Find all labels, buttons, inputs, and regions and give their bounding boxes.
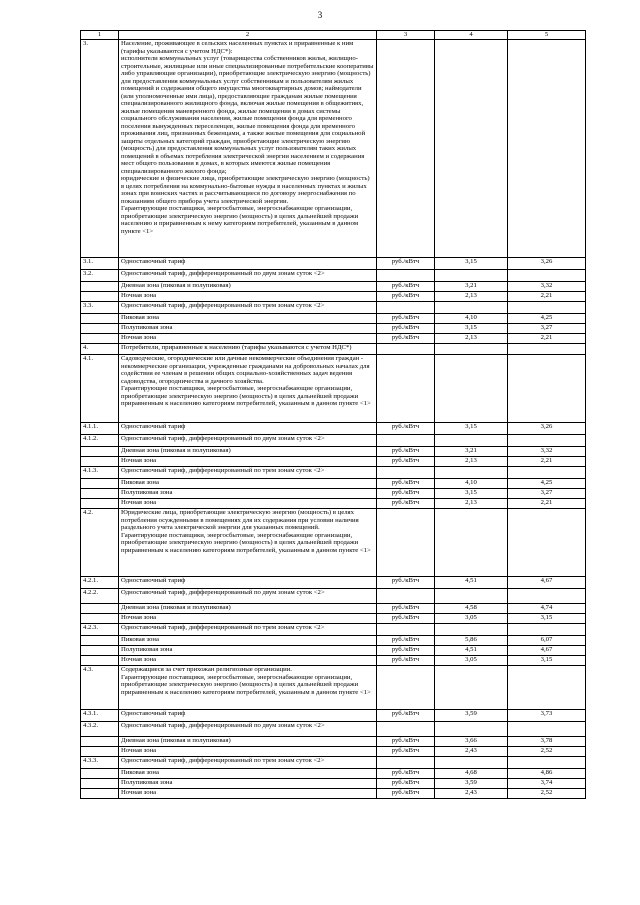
row-value-col5: 3,15 — [508, 656, 586, 666]
row-value-col4: 4,51 — [435, 646, 508, 656]
row-value-col4 — [435, 40, 508, 258]
row-number — [81, 479, 119, 489]
row-value-col5: 4,86 — [508, 769, 586, 779]
row-value-col5: 2,21 — [508, 334, 586, 344]
row-description: Пиковая зона — [119, 636, 377, 646]
row-number — [81, 489, 119, 499]
row-description: Одноставочный тариф, дифференцированный по двум зонам суток <2> — [119, 270, 377, 282]
page-number: 3 — [317, 10, 323, 20]
row-number — [81, 282, 119, 292]
row-value-col5 — [508, 757, 586, 769]
row-number: 4. — [81, 344, 119, 355]
table-row — [81, 646, 586, 656]
row-value-col4 — [435, 624, 508, 636]
table-row — [81, 722, 586, 737]
row-description: Юридические лица, приобретающие электрическую энергию (мощность) в целях потребления осужденными в помещениях для их содержания при условии наличия раздельного учета электрической энергии для указанных помещений. Гарантирующие поставщики, энергосбытовые, энергоснабжающие организации, приобретающие электрическую энергию (мощность) в целях дальнейшей продажи приравненным к населению категориям потребителей, указанным в данном пункте <1> — [119, 509, 377, 577]
row-value-col5 — [508, 624, 586, 636]
row-value-col5 — [508, 589, 586, 604]
row-value-col5: 2,52 — [508, 789, 586, 799]
row-number — [81, 614, 119, 624]
row-unit — [377, 722, 435, 737]
table-row — [81, 435, 586, 447]
row-number: 4.3. — [81, 666, 119, 710]
row-description: Дневная зона (пиковая и полупиковая) — [119, 447, 377, 457]
row-unit: руб./кВтч — [377, 789, 435, 799]
table-row — [81, 577, 586, 589]
table-row — [81, 479, 586, 489]
row-value-col4: 3,21 — [435, 282, 508, 292]
row-description: Ночная зона — [119, 614, 377, 624]
row-unit — [377, 509, 435, 577]
row-number — [81, 334, 119, 344]
row-value-col4: 2,43 — [435, 747, 508, 757]
table-row — [81, 779, 586, 789]
row-number: 4.2.2. — [81, 589, 119, 604]
row-unit: руб./кВтч — [377, 710, 435, 722]
row-number: 4.1. — [81, 355, 119, 423]
row-value-col5: 3,32 — [508, 447, 586, 457]
table-row — [81, 334, 586, 344]
row-value-col4 — [435, 302, 508, 314]
row-number — [81, 324, 119, 334]
row-description: Полупиковая зона — [119, 646, 377, 656]
row-description: Одноставочный тариф, дифференцированный по трем зонам суток <2> — [119, 467, 377, 479]
table-row — [81, 747, 586, 757]
table-row — [81, 314, 586, 324]
row-value-col5: 3,73 — [508, 710, 586, 722]
row-value-col4: 3,59 — [435, 779, 508, 789]
table-row — [81, 344, 586, 355]
row-description: Ночная зона — [119, 747, 377, 757]
row-unit — [377, 302, 435, 314]
row-value-col5: 2,21 — [508, 499, 586, 509]
row-description: Дневная зона (пиковая и полупиковая) — [119, 737, 377, 747]
row-value-col5: 3,26 — [508, 423, 586, 435]
row-description: Одноставочный тариф — [119, 710, 377, 722]
row-description: Дневная зона (пиковая и полупиковая) — [119, 282, 377, 292]
row-value-col4: 3,66 — [435, 737, 508, 747]
row-value-col5: 3,32 — [508, 282, 586, 292]
row-value-col5: 2,52 — [508, 747, 586, 757]
header-col-5: 5 — [508, 31, 586, 40]
row-description: Ночная зона — [119, 499, 377, 509]
row-description: Ночная зона — [119, 656, 377, 666]
row-value-col5 — [508, 722, 586, 737]
row-number: 4.2. — [81, 509, 119, 577]
header-col-2: 2 — [119, 31, 377, 40]
table-row — [81, 355, 586, 423]
table-row — [81, 636, 586, 646]
row-number — [81, 656, 119, 666]
table-row — [81, 499, 586, 509]
table-row — [81, 302, 586, 314]
row-number: 3.2. — [81, 270, 119, 282]
row-value-col5 — [508, 355, 586, 423]
row-unit: руб./кВтч — [377, 747, 435, 757]
header-row — [81, 31, 586, 40]
row-value-col5: 4,74 — [508, 604, 586, 614]
row-value-col4: 2,43 — [435, 789, 508, 799]
row-value-col4: 5,86 — [435, 636, 508, 646]
row-value-col5: 3,27 — [508, 489, 586, 499]
row-number — [81, 769, 119, 779]
row-value-col4: 2,13 — [435, 292, 508, 302]
row-value-col4: 2,13 — [435, 499, 508, 509]
row-value-col4 — [435, 344, 508, 355]
row-unit — [377, 624, 435, 636]
table-row — [81, 666, 586, 710]
table-row — [81, 737, 586, 747]
table-row — [81, 447, 586, 457]
row-description: Ночная зона — [119, 292, 377, 302]
row-value-col4: 3,15 — [435, 423, 508, 435]
row-number: 4.1.2. — [81, 435, 119, 447]
row-number: 3. — [81, 40, 119, 258]
row-description: Одноставочный тариф, дифференцированный по двум зонам суток <2> — [119, 435, 377, 447]
row-number — [81, 447, 119, 457]
row-unit: руб./кВтч — [377, 499, 435, 509]
row-value-col5: 4,25 — [508, 314, 586, 324]
row-unit — [377, 467, 435, 479]
row-description: Полупиковая зона — [119, 779, 377, 789]
row-description: Одноставочный тариф, дифференцированный по трем зонам суток <2> — [119, 757, 377, 769]
row-number: 4.1.1. — [81, 423, 119, 435]
header-col-4: 4 — [435, 31, 508, 40]
table-row — [81, 324, 586, 334]
row-number — [81, 314, 119, 324]
row-unit: руб./кВтч — [377, 577, 435, 589]
row-value-col5: 4,25 — [508, 479, 586, 489]
row-unit: руб./кВтч — [377, 779, 435, 789]
row-value-col4 — [435, 757, 508, 769]
row-number: 4.2.3. — [81, 624, 119, 636]
row-number: 4.3.2. — [81, 722, 119, 737]
row-unit — [377, 666, 435, 710]
row-description: Полупиковая зона — [119, 324, 377, 334]
row-unit: руб./кВтч — [377, 258, 435, 270]
row-value-col5 — [508, 40, 586, 258]
row-unit — [377, 344, 435, 355]
row-unit: руб./кВтч — [377, 656, 435, 666]
row-unit: руб./кВтч — [377, 604, 435, 614]
row-value-col4: 3,15 — [435, 489, 508, 499]
row-number — [81, 499, 119, 509]
row-description: Потребители, приравненные к населению (тарифы указываются с учетом НДС*) — [119, 344, 377, 355]
row-value-col4: 3,15 — [435, 324, 508, 334]
row-number: 4.3.1. — [81, 710, 119, 722]
row-value-col5: 2,21 — [508, 457, 586, 467]
table-row — [81, 467, 586, 479]
row-value-col5: 3,78 — [508, 737, 586, 747]
row-number — [81, 646, 119, 656]
row-number: 3.3. — [81, 302, 119, 314]
row-value-col4 — [435, 509, 508, 577]
row-unit — [377, 757, 435, 769]
row-description: Одноставочный тариф — [119, 577, 377, 589]
row-description: Пиковая зона — [119, 769, 377, 779]
row-unit — [377, 589, 435, 604]
table-row — [81, 604, 586, 614]
row-description: Садоводческие, огороднические или дачные некоммерческие объединения граждан - некоммерческие организации, учрежденные гражданами на добровольных началах для содействия ее членам в решении общих социально-хозяйственных задач ведения садоводства, огородничества и дачного хозяйства. Гарантирующие поставщики, энергосбытовые, энергоснабжающие организации, приобретающие электрическую энергию (мощность) в целях дальнейшей продажи приравненным к населению категориям потребителей, указанным в данном пункте <1> — [119, 355, 377, 423]
row-value-col4 — [435, 589, 508, 604]
table-row — [81, 270, 586, 282]
row-unit: руб./кВтч — [377, 324, 435, 334]
row-number: 4.1.3. — [81, 467, 119, 479]
table-row — [81, 614, 586, 624]
row-unit: руб./кВтч — [377, 334, 435, 344]
row-unit — [377, 355, 435, 423]
row-value-col4: 3,21 — [435, 447, 508, 457]
row-value-col4: 4,10 — [435, 314, 508, 324]
row-value-col4: 3,05 — [435, 614, 508, 624]
row-unit: руб./кВтч — [377, 614, 435, 624]
row-value-col4 — [435, 467, 508, 479]
row-description: Ночная зона — [119, 789, 377, 799]
row-number — [81, 604, 119, 614]
table-row — [81, 769, 586, 779]
row-description: Одноставочный тариф — [119, 423, 377, 435]
table-row — [81, 589, 586, 604]
row-value-col4 — [435, 355, 508, 423]
table-row — [81, 789, 586, 799]
row-description: Одноставочный тариф, дифференцированный по трем зонам суток <2> — [119, 302, 377, 314]
row-value-col5: 6,07 — [508, 636, 586, 646]
row-number — [81, 636, 119, 646]
row-description: Пиковая зона — [119, 314, 377, 324]
table-row — [81, 292, 586, 302]
row-unit: руб./кВтч — [377, 489, 435, 499]
row-unit: руб./кВтч — [377, 447, 435, 457]
table-row — [81, 656, 586, 666]
row-description: Одноставочный тариф, дифференцированный по двум зонам суток <2> — [119, 589, 377, 604]
row-value-col5: 4,67 — [508, 646, 586, 656]
row-description: Ночная зона — [119, 457, 377, 467]
table-row — [81, 258, 586, 270]
row-value-col4: 4,51 — [435, 577, 508, 589]
row-number — [81, 779, 119, 789]
row-description: Содержащиеся за счет прихожан религиозные организации. Гарантирующие поставщики, энергосбытовые, энергоснабжающие организации, приобретающие электрическую энергию (мощность) в целях дальнейшей продажи приравненным к населению категориям потребителей, указанным в данном пункте <1> — [119, 666, 377, 710]
row-value-col5: 3,74 — [508, 779, 586, 789]
row-unit: руб./кВтч — [377, 423, 435, 435]
table-row — [81, 423, 586, 435]
row-unit: руб./кВтч — [377, 479, 435, 489]
row-value-col5 — [508, 270, 586, 282]
row-value-col5 — [508, 467, 586, 479]
row-description: Дневная зона (пиковая и полупиковая) — [119, 604, 377, 614]
header-col-3: 3 — [377, 31, 435, 40]
table-row — [81, 282, 586, 292]
row-unit: руб./кВтч — [377, 636, 435, 646]
row-value-col5 — [508, 509, 586, 577]
row-unit: руб./кВтч — [377, 282, 435, 292]
row-unit: руб./кВтч — [377, 457, 435, 467]
table-row — [81, 757, 586, 769]
row-unit: руб./кВтч — [377, 292, 435, 302]
row-value-col4 — [435, 435, 508, 447]
tariff-table — [80, 30, 586, 799]
row-value-col4: 2,13 — [435, 334, 508, 344]
row-number — [81, 292, 119, 302]
row-value-col4: 3,05 — [435, 656, 508, 666]
row-number — [81, 457, 119, 467]
row-value-col5: 4,67 — [508, 577, 586, 589]
row-value-col5 — [508, 666, 586, 710]
row-value-col4: 3,15 — [435, 258, 508, 270]
row-description: Одноставочный тариф, дифференцированный по трем зонам суток <2> — [119, 624, 377, 636]
row-number — [81, 747, 119, 757]
row-unit — [377, 270, 435, 282]
row-unit: руб./кВтч — [377, 769, 435, 779]
row-value-col5: 2,21 — [508, 292, 586, 302]
row-value-col4: 4,58 — [435, 604, 508, 614]
row-value-col4: 4,10 — [435, 479, 508, 489]
row-value-col4: 3,59 — [435, 710, 508, 722]
row-unit: руб./кВтч — [377, 737, 435, 747]
row-value-col5: 3,15 — [508, 614, 586, 624]
row-number: 3.1. — [81, 258, 119, 270]
row-description: Население, проживающее в сельских населенных пунктах и приравненные к ним (тарифы указываются с учетом НДС*): исполнители коммунальных услуг (товарищества собственников жилья, жилищно-строительные, жилищные или иные специализированные потребительские кооперативы либо управляющие организации), приобретающие электрическую энергию (мощность) для предоставления коммунальных услуг собственникам и пользователям жилых помещений и содержания общего имущества многоквартирных домов; наймодатели (или уполномоченные ими лица), предоставляющие гражданам жилые помещения специализированного жилищного фонда, включая жилые помещения в общежитиях, жилые помещения маневренного фонда, жилые помещения в домах системы социального обслуживания населения, жилые помещения фонда для временного поселения вынужденных переселенцев, жилые помещения фонда для временного проживания лиц, признанных беженцами, а также жилые помещения для социальной защиты отдельных категорий граждан, приобретающие электрическую энергию (мощность) для предоставления коммунальных услуг пользователям таких жилых помещений в объемах потребления электрической энергии населением и содержания мест общего пользования в домах, в которых имеются жилые помещения специализированного жилого фонда; юридические и физические лица, приобретающие электрическую энергию (мощность) в целях потребления на коммунально-бытовые нужды в населенных пунктах и жилых зонах при воинских частях и рассчитывающиеся по договору энергоснабжения по показаниям общего прибора учета электрической энергии. Гарантирующие поставщики, энергосбытовые, энергоснабжающие организации, приобретающие электрическую энергию (мощность) в целях дальнейшей продажи населению и приравненным к нему категориям потребителей, указанным в данном пункте <1> — [119, 40, 377, 258]
row-value-col5 — [508, 435, 586, 447]
row-value-col5: 3,26 — [508, 258, 586, 270]
row-number: 4.3.3. — [81, 757, 119, 769]
row-value-col5: 3,27 — [508, 324, 586, 334]
row-value-col4 — [435, 270, 508, 282]
header-col-1: 1 — [81, 31, 119, 40]
row-unit — [377, 40, 435, 258]
row-number: 4.2.1. — [81, 577, 119, 589]
table-row — [81, 710, 586, 722]
table-row — [81, 457, 586, 467]
row-value-col4: 2,13 — [435, 457, 508, 467]
row-description: Пиковая зона — [119, 479, 377, 489]
row-value-col4: 4,68 — [435, 769, 508, 779]
row-unit: руб./кВтч — [377, 314, 435, 324]
row-value-col5 — [508, 302, 586, 314]
row-unit: руб./кВтч — [377, 646, 435, 656]
row-description: Полупиковая зона — [119, 489, 377, 499]
row-number — [81, 737, 119, 747]
table-row — [81, 509, 586, 577]
row-number — [81, 789, 119, 799]
row-description: Одноставочный тариф — [119, 258, 377, 270]
table-row — [81, 489, 586, 499]
table-row — [81, 624, 586, 636]
row-value-col4 — [435, 666, 508, 710]
row-description: Одноставочный тариф, дифференцированный по двум зонам суток <2> — [119, 722, 377, 737]
table-row — [81, 40, 586, 258]
row-value-col4 — [435, 722, 508, 737]
row-unit — [377, 435, 435, 447]
row-description: Ночная зона — [119, 334, 377, 344]
row-value-col5 — [508, 344, 586, 355]
